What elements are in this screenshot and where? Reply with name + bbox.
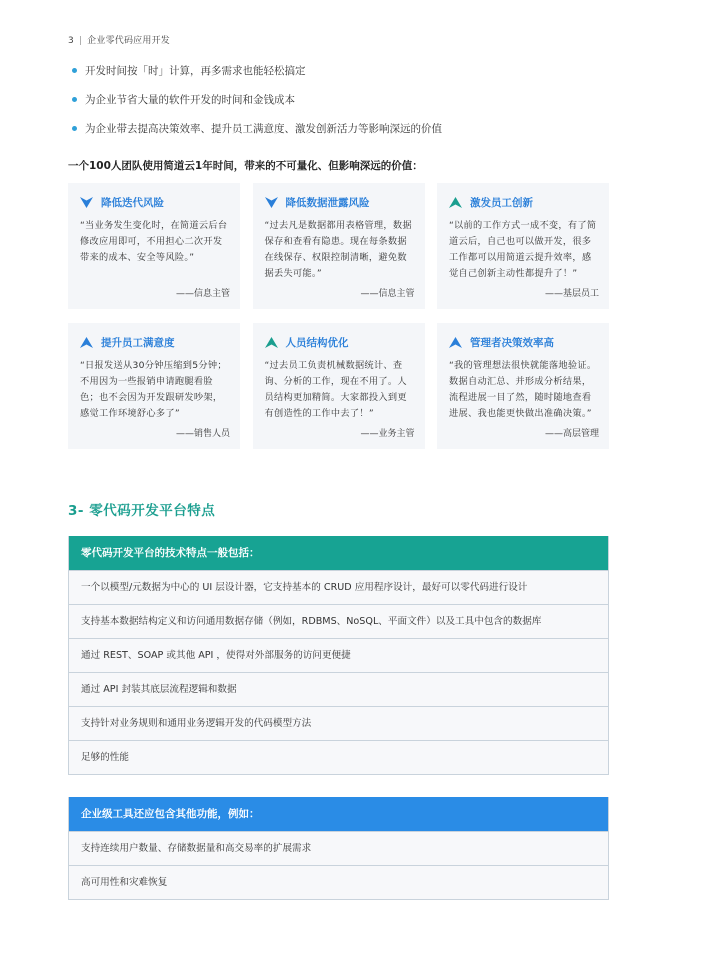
table-row: 支持基本数据结构定义和访问通用数据存储（例如，RDBMS、NoSQL、平面文件）以及工具中包含的数据库 <box>69 604 608 638</box>
card-attribution: ——基层员工 <box>544 289 599 299</box>
bullet-dot-icon <box>72 68 77 73</box>
card-attribution: ——信息主管 <box>175 289 230 299</box>
table-header: 企业级工具还应包含其他功能，例如： <box>69 797 608 831</box>
card-quote: “当业务发生变化时，在简道云后台修改应用即可，不用担心二次开发带来的成本、安全等风险。” <box>80 220 228 263</box>
value-card <box>253 323 425 449</box>
value-card <box>68 323 240 449</box>
table-row: 支持连续用户数量、存储数据量和高交易率的扩展需求 <box>69 831 608 865</box>
page-header <box>68 33 170 46</box>
card-attribution: ——业务主管 <box>360 429 415 439</box>
card-title: 降低迭代风险 <box>101 197 164 209</box>
card-title: 激发员工创新 <box>470 197 533 209</box>
table-row: 通过 REST、SOAP 或其他 API ，使得对外部服务的访问更便捷 <box>69 638 608 672</box>
table-row: 足够的性能 <box>69 740 608 774</box>
card-quote: “以前的工作方式一成不变，有了简道云后，自己也可以做开发，很多工作都可以用简道云提升效率，感觉自己创新主动性都提升了！” <box>449 220 597 279</box>
card-title: 提升员工满意度 <box>101 337 175 349</box>
value-card <box>437 323 609 449</box>
card-attribution: ——信息主管 <box>360 289 415 299</box>
benefit-list <box>72 64 632 151</box>
table-row: 一个以模型/元数据为中心的 UI 层设计器，它支持基本的 CRUD 应用程序设计，最好可以零代码进行设计 <box>69 570 608 604</box>
chevron-up-icon <box>449 196 462 209</box>
card-quote: “日报发送从30分钟压缩到5分钟；不用因为一些报销申请跑腿看脸色；也不会因为开发跟研发吵架，感觉工作环境舒心多了” <box>80 360 227 419</box>
value-card <box>437 183 609 309</box>
table-row: 支持针对业务规则和通用业务逻辑开发的代码模型方法 <box>69 706 608 740</box>
features-table <box>68 536 609 775</box>
card-title: 降低数据泄露风险 <box>285 197 370 209</box>
chevron-up-icon <box>449 336 462 349</box>
card-quote: “我的管理想法很快就能落地验证。数据自动汇总、并形成分析结果，流程进展一目了然，随时随地查看进展、我也能更快做出准确决策。” <box>449 360 597 419</box>
card-quote: “过去员工负责机械数据统计、查询、分析的工作，现在不用了。人员结构更加精简。大家都投入到更有创造性的工作中去了！” <box>264 360 407 419</box>
chevron-up-icon <box>80 336 93 349</box>
section-title: 3- 零代码开发平台特点 <box>68 503 216 519</box>
table-header: 零代码开发平台的技术特点一般包括： <box>69 536 608 570</box>
chevron-up-icon <box>265 336 278 349</box>
card-title: 管理者决策效率高 <box>470 337 554 349</box>
header-separator: | <box>78 36 83 46</box>
table-row: 通过 API 封装其底层流程逻辑和数据 <box>69 672 608 706</box>
chevron-down-icon <box>265 196 278 209</box>
value-card <box>68 183 240 309</box>
bullet-dot-icon <box>72 126 77 131</box>
enterprise-table <box>68 797 609 900</box>
card-title: 人员结构优化 <box>285 337 349 349</box>
card-quote: “过去凡是数据都用表格管理，数据保存和查看有隐患。现在每条数据在线保存、权限控制清晰，避免数据丢失可能。” <box>264 220 412 279</box>
card-attribution: ——销售人员 <box>175 429 230 439</box>
table-row: 高可用性和灾难恢复 <box>69 865 608 899</box>
card-attribution: ——高层管理 <box>544 429 599 439</box>
list-item: 为企业带去提高决策效率、提升员工满意度、激发创新活力等影响深远的价值 <box>72 122 632 136</box>
doc-title: 企业零代码应用开发 <box>87 36 170 46</box>
value-cards <box>68 183 609 449</box>
list-item: 为企业节省大量的软件开发的时间和金钱成本 <box>72 93 632 107</box>
list-item: 开发时间按「时」计算，再多需求也能轻松搞定 <box>72 64 632 78</box>
chevron-down-icon <box>80 196 93 209</box>
value-card <box>253 183 425 309</box>
page-number: 3 <box>68 36 74 46</box>
intro-heading: 一个100人团队使用简道云1年时间，带来的不可量化、但影响深远的价值： <box>68 160 423 172</box>
bullet-dot-icon <box>72 97 77 102</box>
